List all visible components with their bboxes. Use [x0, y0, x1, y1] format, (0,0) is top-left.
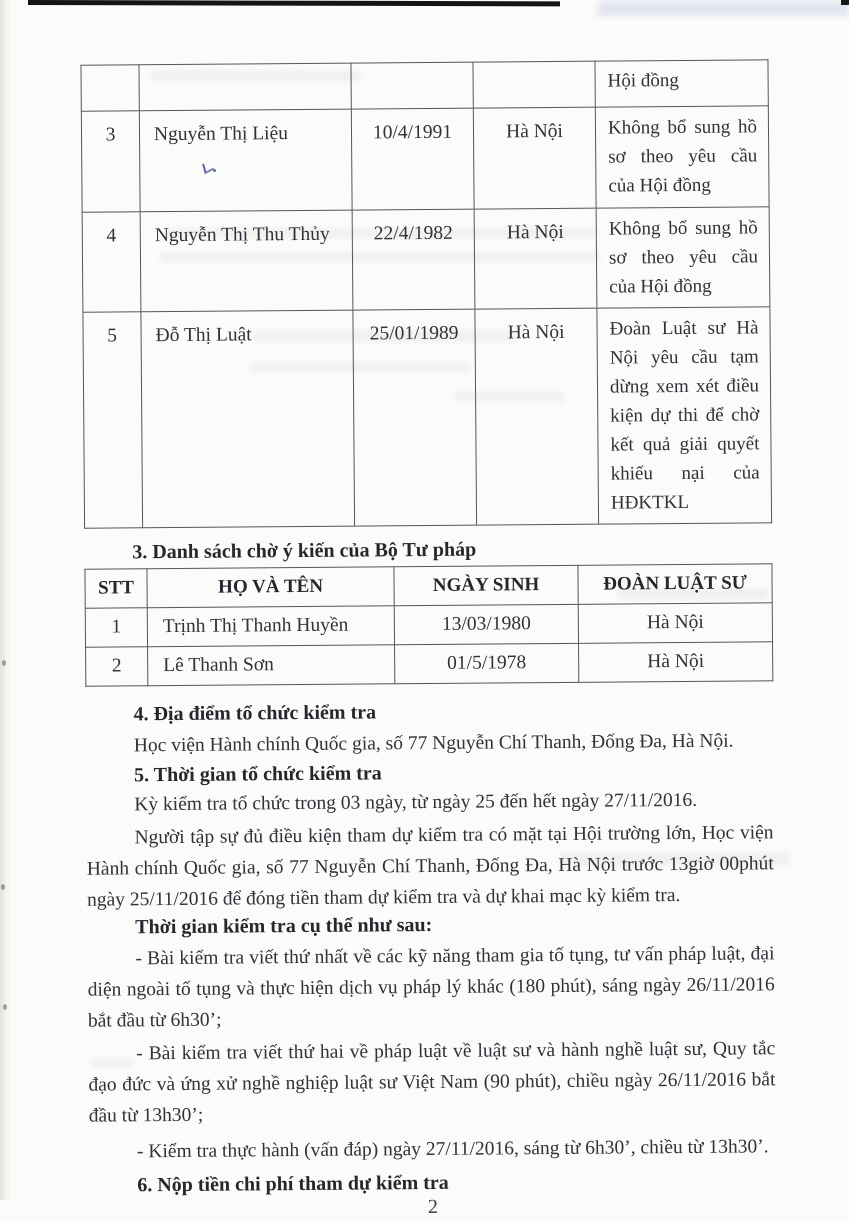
stt-cell: 4: [82, 212, 141, 312]
dob-cell: 13/03/1980: [394, 604, 578, 644]
table-row: [83, 307, 772, 528]
document-body: [80, 59, 776, 1221]
dob-cell: 10/4/1991: [351, 108, 474, 210]
place-cell: Hà Nội: [475, 308, 599, 525]
stt-cell: 5: [83, 312, 143, 528]
name-cell: Đỗ Thị Luật: [141, 310, 355, 528]
exam-item-3: - Kiểm tra thực hành (vấn đáp) ngày 27/11/2016, sáng từ 6h30’, chiều từ 13h30’.: [136, 1136, 769, 1163]
name-cell: Lê Thanh Sơn: [148, 645, 395, 686]
pending-list-table: [84, 563, 773, 686]
stt-cell: 3: [81, 111, 140, 212]
name-cell: Nguyễn Thị Liệu: [139, 109, 352, 212]
doan-cell: Hà Nội: [579, 642, 773, 683]
table-header-row: [85, 564, 772, 608]
header-dob: NGÀY SINH: [394, 565, 578, 605]
stt-cell: 1: [85, 608, 147, 647]
pen-mark-artifact: [213, 169, 216, 172]
header-doan: ĐOÀN LUẬT SƯ: [578, 564, 772, 605]
section3-heading: 3. Danh sách chờ ý kiến của Bộ Tư pháp: [132, 538, 477, 564]
doan-cell: Hà Nội: [578, 603, 772, 644]
stt-cell: 2: [86, 647, 148, 686]
dob-cell: 01/5/1978: [395, 643, 579, 683]
section5-heading: 5. Thời gian tổ chức kiểm tra: [133, 762, 382, 787]
section5-subheading: Thời gian kiểm tra cụ thể như sau:: [135, 913, 433, 939]
section5-para2: Người tập sự đủ điều kiện tham dự kiểm tra có mặt tại Hội trường lớn, Học viện Hành chính Quốc gia, số 77 Nguyễn Chí Thanh, Đống Đa, Hà Nội trước 13giờ 00phút ngày 25/11/2016 để đóng tiền tham dự kiểm tra và dự khai mạc kỳ kiểm tra.: [86, 822, 774, 911]
scan-speck: [1, 884, 5, 890]
scan-top-strip: [28, 0, 560, 6]
scan-corner-mark: [841, 0, 849, 5]
dob-cell: 22/4/1982: [352, 209, 475, 310]
header-stt: STT: [85, 569, 147, 608]
table-row-carryover: [81, 60, 768, 111]
note-cell: Không bổ sung hồ sơ theo yêu cầu của Hội đồng: [596, 207, 770, 308]
applicants-table: [80, 59, 772, 528]
table-row: [85, 603, 772, 647]
exam-item-2: - Bài kiểm tra viết thứ hai về pháp luật về luật sư và hành nghề luật sư, Quy tắc đạo đức và ứng xử nghề nghiệp luật sư Việt Nam (90 phút), chiều ngày 26/11/2016 bắt đầu từ 13h30’;: [88, 1038, 776, 1127]
header-name: HỌ VÀ TÊN: [147, 567, 394, 608]
place-cell: Hà Nội: [473, 107, 596, 209]
name-cell: Nguyễn Thị Thu Thủy: [140, 210, 353, 312]
section4-body: Học viện Hành chính Quốc gia, số 77 Nguyễn Chí Thanh, Đống Đa, Hà Nội.: [133, 730, 734, 757]
table-row: [81, 106, 769, 212]
scan-speck: [3, 1004, 7, 1010]
section5-para1: Kỳ kiểm tra tổ chức trong 03 ngày, từ ngày 25 đến hết ngày 27/11/2016.: [134, 789, 698, 816]
section6-heading: 6. Nộp tiền chi phí tham dự kiểm tra: [137, 1171, 449, 1197]
note-cell: Không bổ sung hồ sơ theo yêu cầu của Hội đồng: [595, 106, 769, 208]
scan-gray-band: [598, 1, 849, 16]
page-number: 2: [427, 1195, 439, 1219]
section4-heading: 4. Địa điểm tổ chức kiểm tra: [133, 701, 377, 726]
scan-speck: [2, 660, 6, 666]
exam-item-1: - Bài kiểm tra viết thứ nhất về các kỹ năng tham gia tố tụng, tư vấn pháp luật, đại diện ngoài tố tụng và thực hiện dịch vụ pháp lý khác (180 phút), sáng ngày 26/11/2016 bắt đầu từ 6h30’;: [87, 943, 775, 1032]
place-cell: Hà Nội: [474, 208, 597, 309]
scan-edge-band: [0, 0, 11, 1200]
name-cell: Trịnh Thị Thanh Huyền: [147, 606, 394, 647]
table-row: [86, 642, 773, 686]
dob-cell: 25/01/1989: [353, 309, 477, 526]
table-row: [82, 207, 770, 312]
note-cell: Đoàn Luật sư Hà Nội yêu cầu tạm dừng xem xét điều kiện dự thi để chờ kết quả giải quyết khiếu nại của HĐKTKL: [597, 307, 772, 524]
note-cell: Hội đồng: [595, 60, 768, 107]
